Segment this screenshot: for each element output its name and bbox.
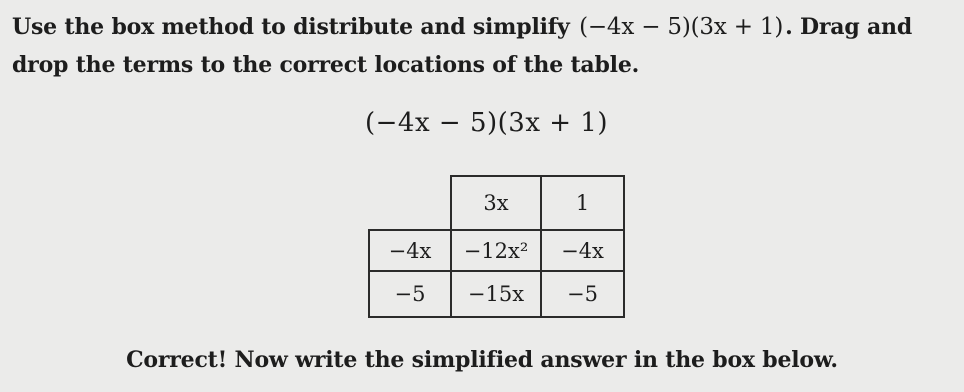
question-prompt — [12, 8, 956, 84]
row-header-cell: −5 — [369, 271, 451, 317]
question-text-before: Use the box method to distribute and simplify — [12, 14, 570, 40]
row-header-cell: −4x — [369, 230, 451, 271]
column-header-cell: 1 — [541, 176, 624, 230]
drop-target-cell[interactable]: −4x — [541, 230, 624, 271]
feedback-message: Correct! Now write the simplified answer in the box below. — [126, 347, 838, 373]
column-header-cell: 3x — [451, 176, 541, 230]
drop-target-cell[interactable]: −12x² — [451, 230, 541, 271]
expression-display: (−4x − 5)(3x + 1) — [365, 108, 608, 138]
question-text-after: . Drag and drop the terms to the correct locations of the table. — [12, 14, 913, 78]
drop-target-cell[interactable]: −15x — [451, 271, 541, 317]
table-corner-cell — [369, 176, 451, 230]
box-method-table — [368, 175, 625, 318]
question-inline-expression: (−4x − 5)(3x + 1) — [579, 14, 784, 40]
drop-target-cell[interactable]: −5 — [541, 271, 624, 317]
